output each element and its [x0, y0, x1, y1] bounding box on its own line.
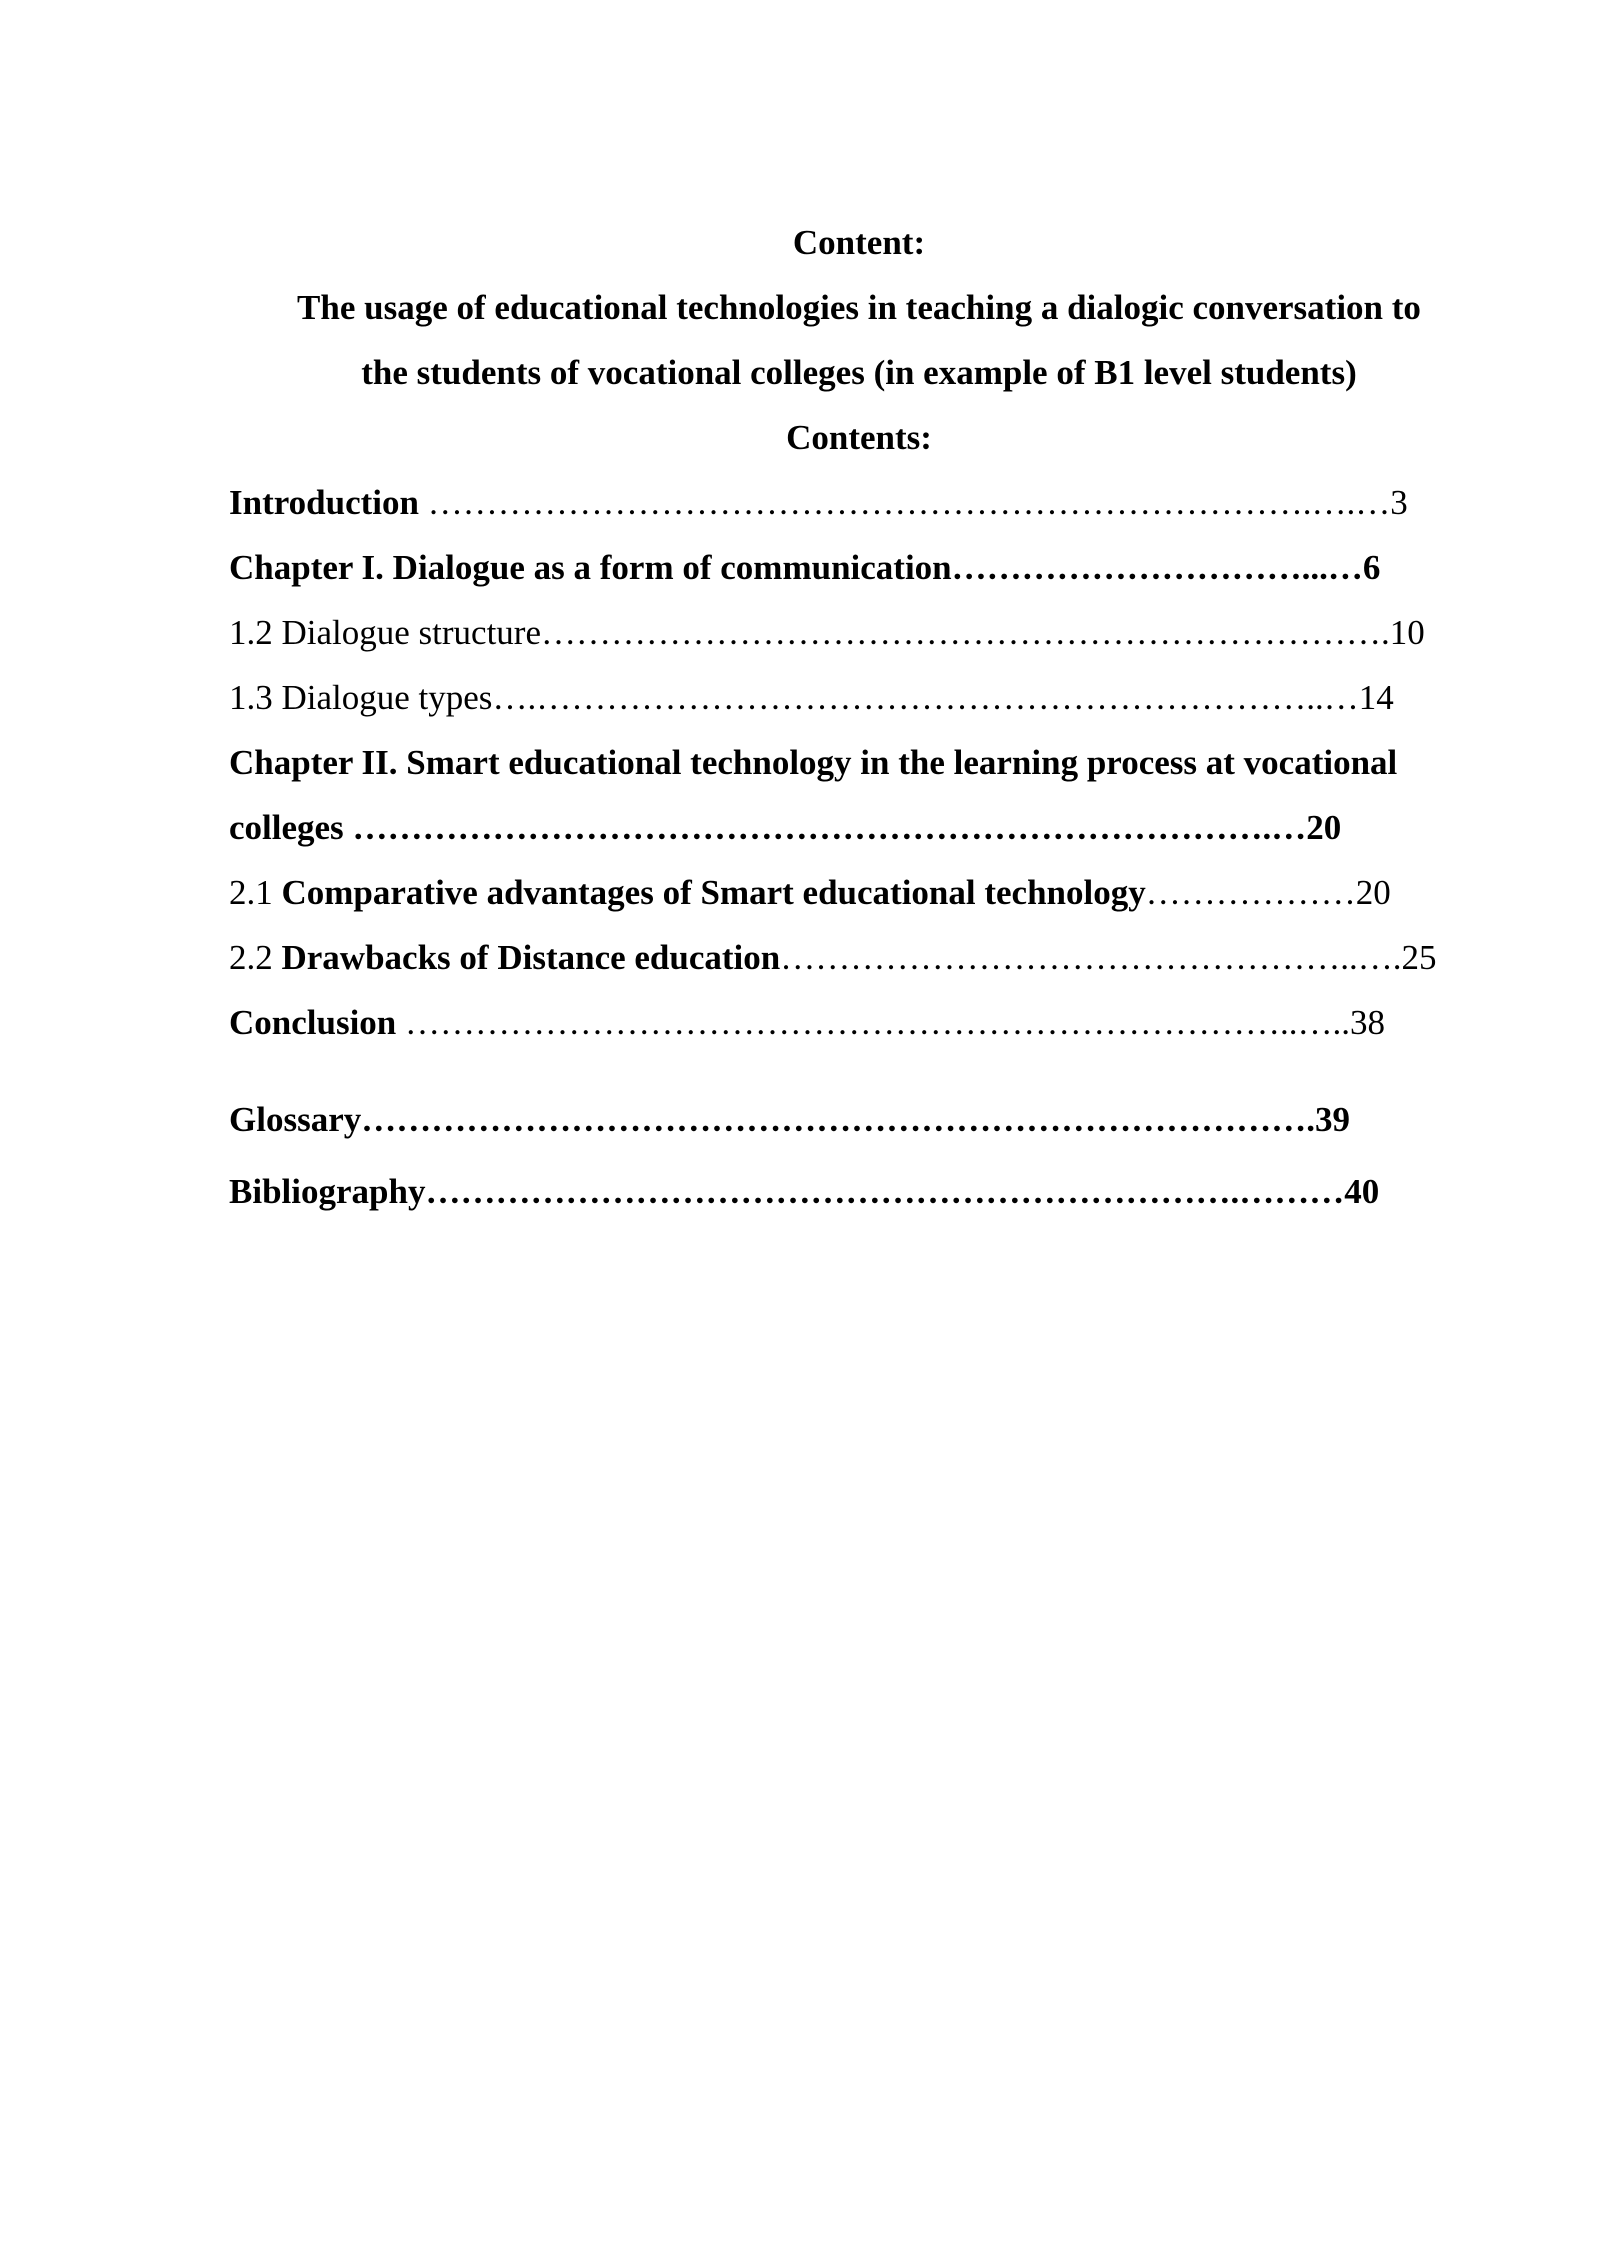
toc-entry-glossary — [229, 1102, 1350, 1137]
document-title-line-1: The usage of educational technologies in teaching a dialogic conversation to — [297, 288, 1421, 327]
toc-leader: ….…………………………………………………………..… — [492, 678, 1359, 717]
toc-leader: ………………………………………………………………….….… — [418, 483, 1391, 522]
toc-page-number: 40 — [1344, 1172, 1380, 1211]
toc-entry-chapter-2-line-2 — [229, 810, 1341, 845]
contents-heading: Contents: — [786, 418, 932, 457]
toc-label: 1.3 Dialogue types — [229, 678, 493, 717]
toc-leader: …………………………………………………………………….… — [343, 808, 1307, 847]
toc-label: Conclusion — [229, 1003, 397, 1042]
toc-leader: ………………………………………………………………. — [541, 613, 1390, 652]
toc-entry-bibliography — [229, 1174, 1379, 1209]
toc-label: Chapter II. Smart educational technology in the learning process at vocational — [229, 743, 1398, 782]
toc-label: Bibliography — [229, 1172, 426, 1211]
toc-page-number: 14 — [1358, 678, 1394, 717]
toc-entry-conclusion — [229, 1005, 1385, 1040]
toc-label: Comparative advantages of Smart educational technology — [281, 873, 1146, 912]
toc-label: 1.2 Dialogue structure — [229, 613, 541, 652]
toc-entry-introduction — [229, 485, 1408, 520]
toc-entry-chapter-2-line-1 — [229, 745, 1397, 780]
toc-page-number: 6 — [1362, 548, 1381, 587]
toc-entry-section-2-2 — [229, 940, 1436, 975]
toc-leader: ……………… — [1145, 873, 1356, 912]
toc-label: Drawbacks of Distance education — [281, 938, 781, 977]
toc-leader: …………………………………………..… — [780, 938, 1393, 977]
document-title-line-2: the students of vocational colleges (in example of B1 level students) — [361, 353, 1357, 392]
toc-entry-chapter-1 — [229, 550, 1380, 585]
toc-leader: …………………………………………………………………..….. — [396, 1003, 1351, 1042]
toc-leader: ………………………………………………………………………. — [361, 1100, 1315, 1139]
toc-page-number: 3 — [1390, 483, 1408, 522]
toc-leader: …………………………………………………………….……… — [425, 1172, 1345, 1211]
toc-page-number: 38 — [1350, 1003, 1386, 1042]
content-heading: Content: — [792, 223, 926, 262]
toc-page-number: .25 — [1392, 938, 1437, 977]
toc-label: Chapter I. Dialogue as a form of communication — [229, 548, 952, 587]
toc-entry-section-1-2 — [229, 615, 1425, 650]
toc-section-number: 2.2 — [229, 938, 282, 977]
toc-page-number: 10 — [1389, 613, 1425, 652]
toc-label: Introduction — [229, 483, 419, 522]
toc-page-number: 20 — [1306, 808, 1342, 847]
toc-leader: …………………………...… — [951, 548, 1363, 587]
toc-page-number: 39 — [1314, 1100, 1350, 1139]
toc-entry-section-1-3 — [229, 680, 1394, 715]
toc-section-number: 2.1 — [229, 873, 282, 912]
toc-entry-section-2-1 — [229, 875, 1391, 910]
toc-label: colleges — [229, 808, 344, 847]
toc-page-number: 20 — [1355, 873, 1391, 912]
toc-label: Glossary — [229, 1100, 362, 1139]
